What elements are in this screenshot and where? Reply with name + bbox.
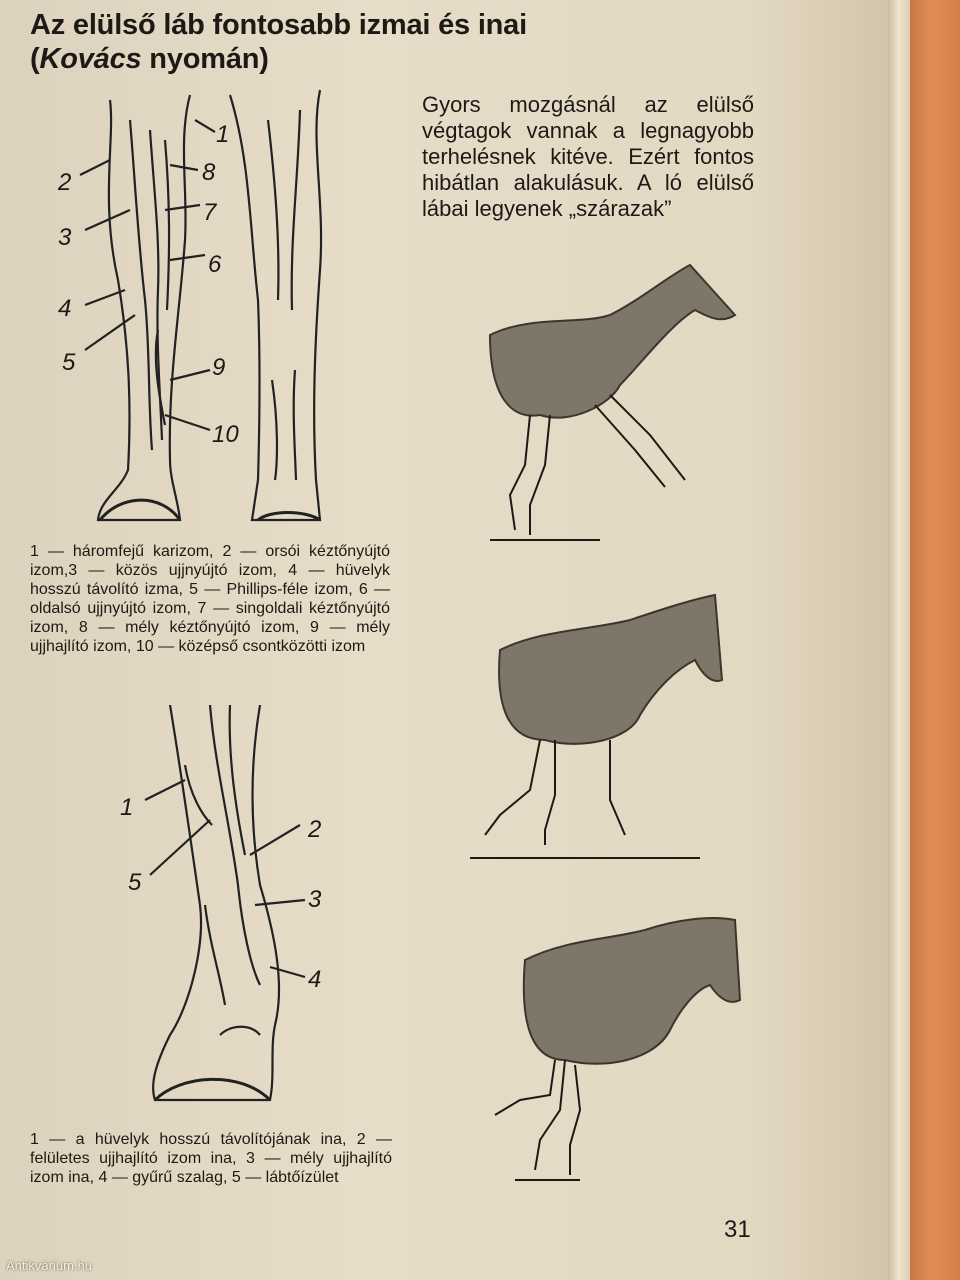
title-open-paren: ( xyxy=(30,43,40,75)
fig1-label-7: 7 xyxy=(203,199,217,226)
watermark: Antikvárium.hu xyxy=(6,1258,92,1273)
page-title xyxy=(30,8,527,76)
fig1-label-1: 1 xyxy=(216,121,230,148)
title-rest: nyomán) xyxy=(141,43,269,75)
fig1-label-9: 9 xyxy=(212,354,226,381)
figure1-caption: 1 — háromfejű karizom, 2 — orsói kéztőnyújtó izom,3 — közös ujjnyújtó izom, 4 — hüvelyk hosszú távolító izma, 5 — Phillips-féle izom, 6 — oldalsó ujjnyújtó izom, 7 — singoldali kéztőnyújtó izom, 8 — mély kéztőnyújtó izom, 9 — mély ujjhajlító izom, 10 — középső csontközötti izom xyxy=(30,543,390,655)
fig2-label-3: 3 xyxy=(308,886,322,913)
horse-illustration-3 xyxy=(485,910,755,1190)
fig2-label-2: 2 xyxy=(308,816,322,843)
page-number: 31 xyxy=(724,1216,751,1243)
page-edge xyxy=(888,0,910,1280)
horse-illustration-1 xyxy=(470,255,750,555)
fig1-label-3: 3 xyxy=(58,224,72,251)
fig2-label-1: 1 xyxy=(120,794,134,821)
title-author: Kovács xyxy=(39,43,142,75)
horse-illustration-2 xyxy=(460,590,740,870)
intro-paragraph: Gyors mozgásnál az elülső végtagok vannak a legnagyobb terhelésnek kitéve. Ezért fontos hibátlan alakulásuk. A ló elülső lábai legyenek „szárazak” xyxy=(422,92,754,221)
fig1-label-6: 6 xyxy=(208,251,222,278)
leg-tendons-illustration xyxy=(110,705,400,1105)
book-cover xyxy=(910,0,960,1280)
fig1-label-5: 5 xyxy=(62,349,76,376)
fig2-label-5: 5 xyxy=(128,869,142,896)
title-line-1: Az elülső láb fontosabb izmai és inai xyxy=(30,9,527,41)
fig2-label-4: 4 xyxy=(308,966,322,993)
fig1-label-4: 4 xyxy=(58,295,72,322)
fig1-label-2: 2 xyxy=(58,169,72,196)
fig1-label-10: 10 xyxy=(212,421,239,448)
fig1-label-8: 8 xyxy=(202,159,216,186)
leg-muscles-illustration xyxy=(20,80,380,530)
figure2-caption: 1 — a hüvelyk hosszú távolítójának ina, 2 — felületes ujjhajlító izom ina, 3 — mély ujjhajlító izom ina, 4 — gyűrű szalag, 5 — lábtőízület xyxy=(30,1131,392,1186)
